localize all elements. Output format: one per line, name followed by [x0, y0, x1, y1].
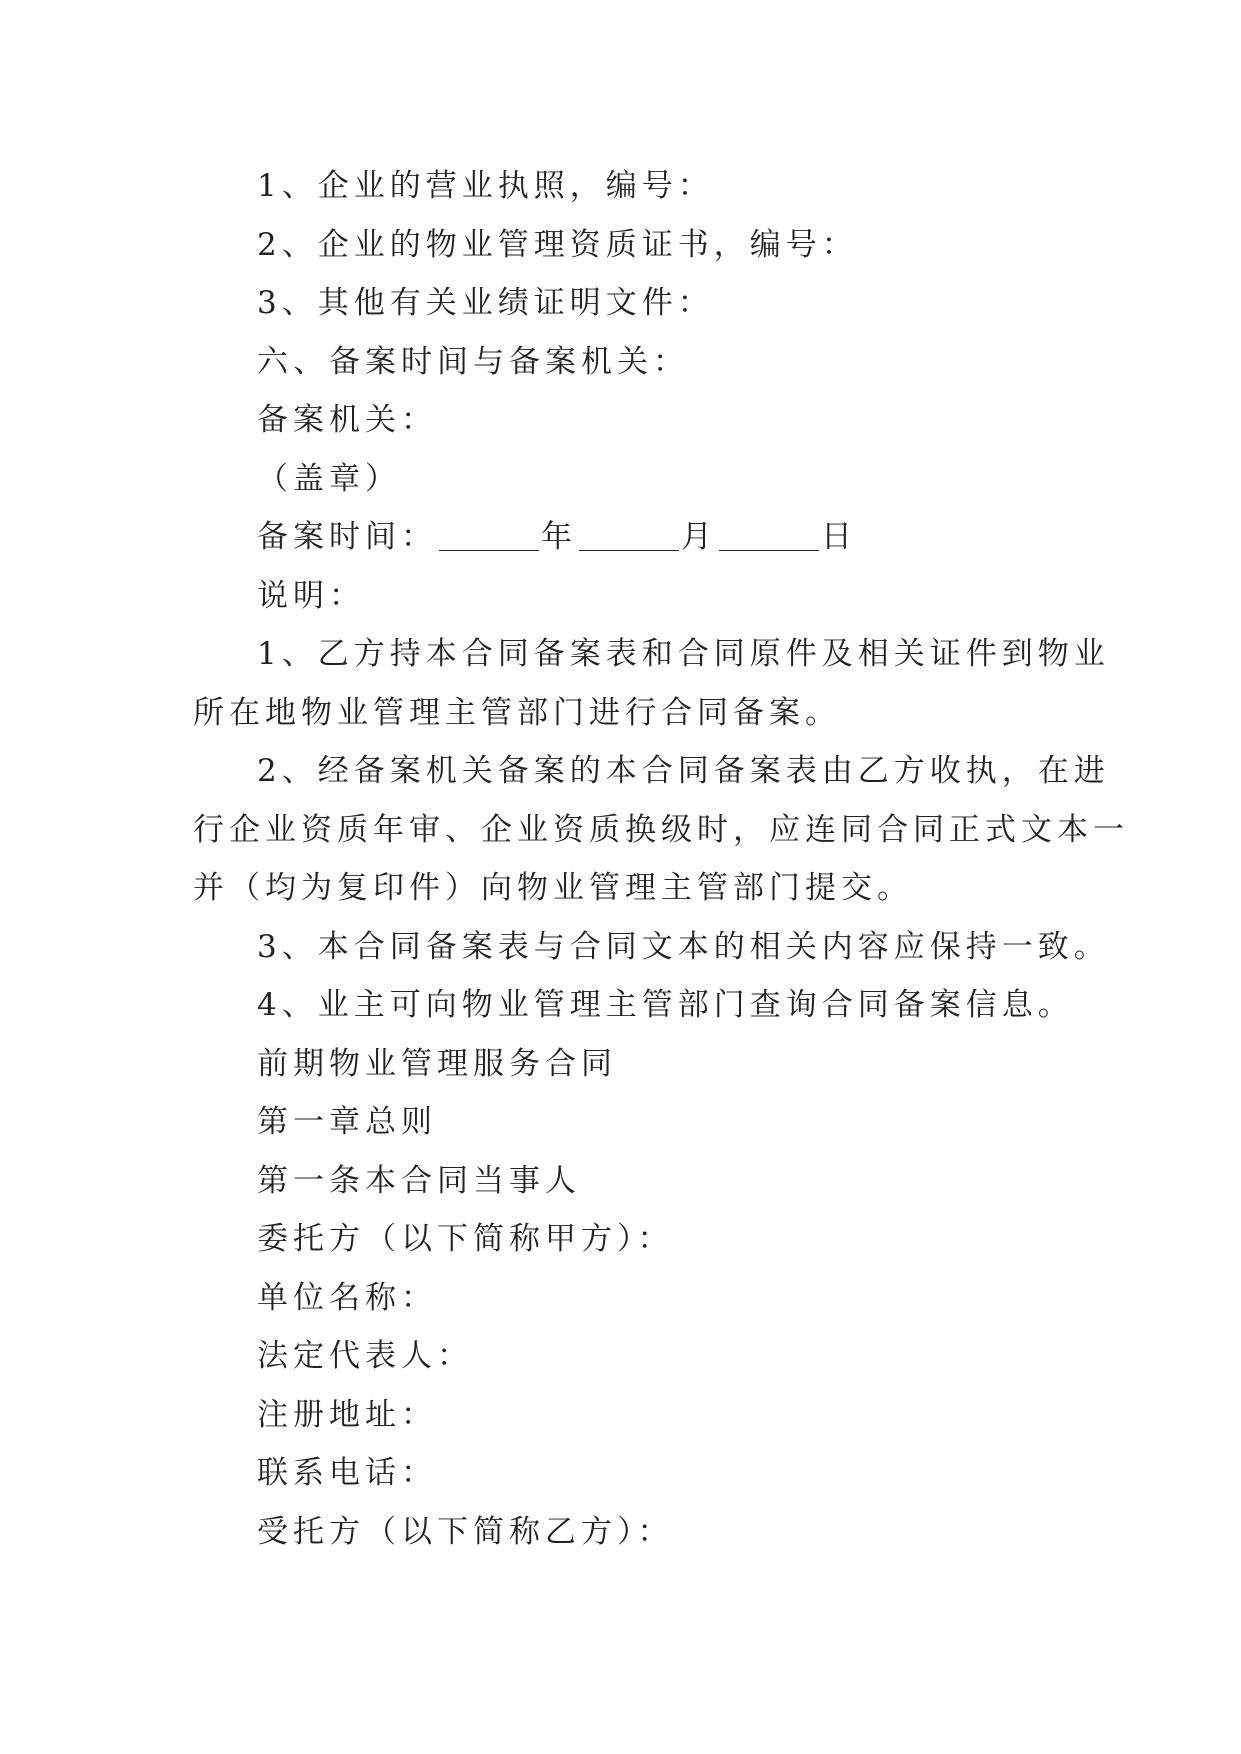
note-1-line-2: 所在地物业管理主管部门进行合同备案。 — [193, 694, 841, 731]
filing-time-line — [193, 508, 1063, 567]
article-heading: 第一条本合同当事人 — [257, 1162, 581, 1199]
note-2-line-1: 2、经备案机关备案的本合同备案表由乙方收执，在进 — [257, 753, 1110, 789]
chapter-heading: 第一章总则 — [257, 1104, 437, 1140]
attachment-item-2: 2、企业的物业管理资质证书，编号： — [257, 226, 858, 263]
note-1-line-1: 1、乙方持本合同备案表和合同原件及相关证件到物业 — [257, 636, 1110, 672]
note-2-line-2: 行企业资质年审、企业资质换级时，应连同合同正式文本一 — [193, 811, 1129, 848]
note-4: 4、业主可向物业管理主管部门查询合同备案信息。 — [257, 987, 1074, 1023]
party-a-heading: 委托方（以下简称甲方）： — [257, 1221, 674, 1257]
note-3: 3、本合同备案表与合同文本的相关内容应保持一致。 — [257, 928, 1110, 965]
filing-heading: 六、备案时间与备案机关： — [257, 343, 689, 380]
party-b-heading: 受托方（以下简称乙方）： — [257, 1513, 674, 1550]
contract-title: 前期物业管理服务合同 — [257, 1045, 617, 1082]
month-blank — [579, 510, 679, 551]
note-2-line-3: 并（均为复印件）向物业管理主管部门提交。 — [193, 870, 913, 906]
filing-time-label: 备案时间： — [257, 519, 437, 555]
unit-name-field: 单位名称： — [257, 1279, 437, 1316]
attachment-item-1: 1、企业的营业执照，编号： — [257, 168, 714, 204]
year-blank — [439, 510, 539, 551]
seal-placeholder: （盖章） — [257, 460, 401, 497]
legal-rep-field: 法定代表人： — [257, 1338, 473, 1374]
document-body — [193, 157, 1129, 1561]
month-label: 月 — [681, 519, 717, 555]
attachment-item-3: 3、其他有关业绩证明文件： — [257, 285, 714, 321]
notes-heading: 说明： — [257, 577, 365, 614]
filing-authority-label: 备案机关： — [257, 402, 437, 438]
year-label: 年 — [541, 519, 577, 555]
phone-field: 联系电话： — [257, 1455, 437, 1491]
day-label: 日 — [821, 519, 857, 555]
day-blank — [719, 510, 819, 551]
reg-address-field: 注册地址： — [257, 1396, 437, 1433]
